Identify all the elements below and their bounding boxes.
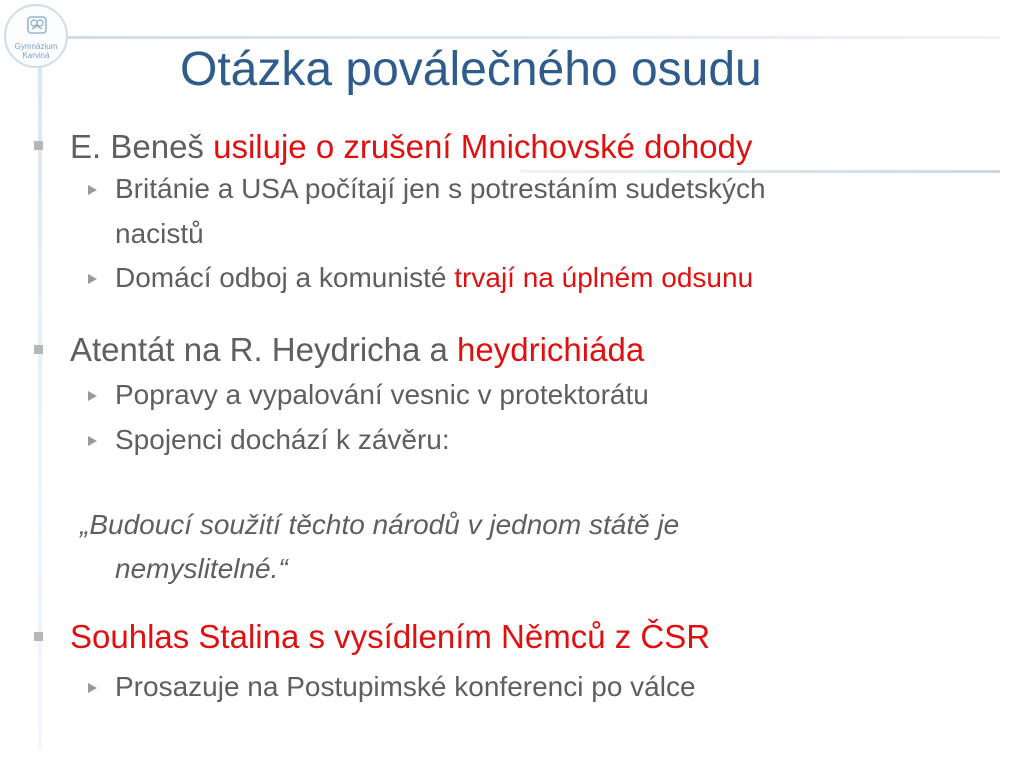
- quote-line1: „Budoucí soužití těchto národů v jednom státě je: [80, 509, 680, 540]
- bullet-square-icon: [34, 141, 43, 150]
- sub-bullet-text: Domácí odboj a komunisté: [115, 262, 455, 293]
- bullet-square-icon: [34, 632, 43, 641]
- owl-emblem-icon: [26, 14, 48, 36]
- sub-bullet-text: Popravy a vypalování vesnic v protektorátu: [115, 379, 649, 410]
- bullet-benes: [70, 128, 752, 166]
- bullet-arrow-icon: [88, 436, 97, 446]
- sub-bullet-text: Spojenci dochází k závěru:: [115, 424, 450, 455]
- sub-bullet-text-continued: nacistů: [115, 218, 204, 249]
- bullet-arrow-icon: [88, 185, 97, 195]
- bullet-text: E. Beneš: [70, 128, 214, 165]
- quote-line2: nemyslitelné.“: [115, 553, 288, 584]
- slide-title: Otázka poválečného osudu: [180, 43, 762, 96]
- bullet-heydrich: [70, 331, 644, 369]
- top-decorative-line: [60, 36, 1000, 39]
- school-logo: [4, 4, 68, 68]
- bullet-text: Atentát na R. Heydricha a: [70, 331, 458, 368]
- bullet-arrow-icon: [88, 683, 97, 693]
- bullet-stalin: Souhlas Stalina s vysídlením Němců z ČSR: [70, 618, 711, 655]
- sub-bullet-emphasis: trvají na úplném odsunu: [454, 262, 754, 293]
- bullet-emphasis: heydrichiáda: [457, 331, 645, 368]
- sub-bullet-text: Prosazuje na Postupimské konferenci po válce: [115, 671, 696, 702]
- sub-bullet-text: Británie a USA počítají jen s potrestáním sudetských: [115, 173, 766, 204]
- bullet-arrow-icon: [88, 391, 97, 401]
- bullet-emphasis: usiluje o zrušení Mnichovské dohody: [213, 128, 753, 165]
- bullet-arrow-icon: [88, 274, 97, 284]
- bullet-square-icon: [34, 345, 43, 354]
- logo-text-line2: Karviná: [22, 51, 50, 60]
- logo-text-line1: Gymnázium: [14, 42, 58, 51]
- sub-bullet-odboj: [115, 262, 753, 294]
